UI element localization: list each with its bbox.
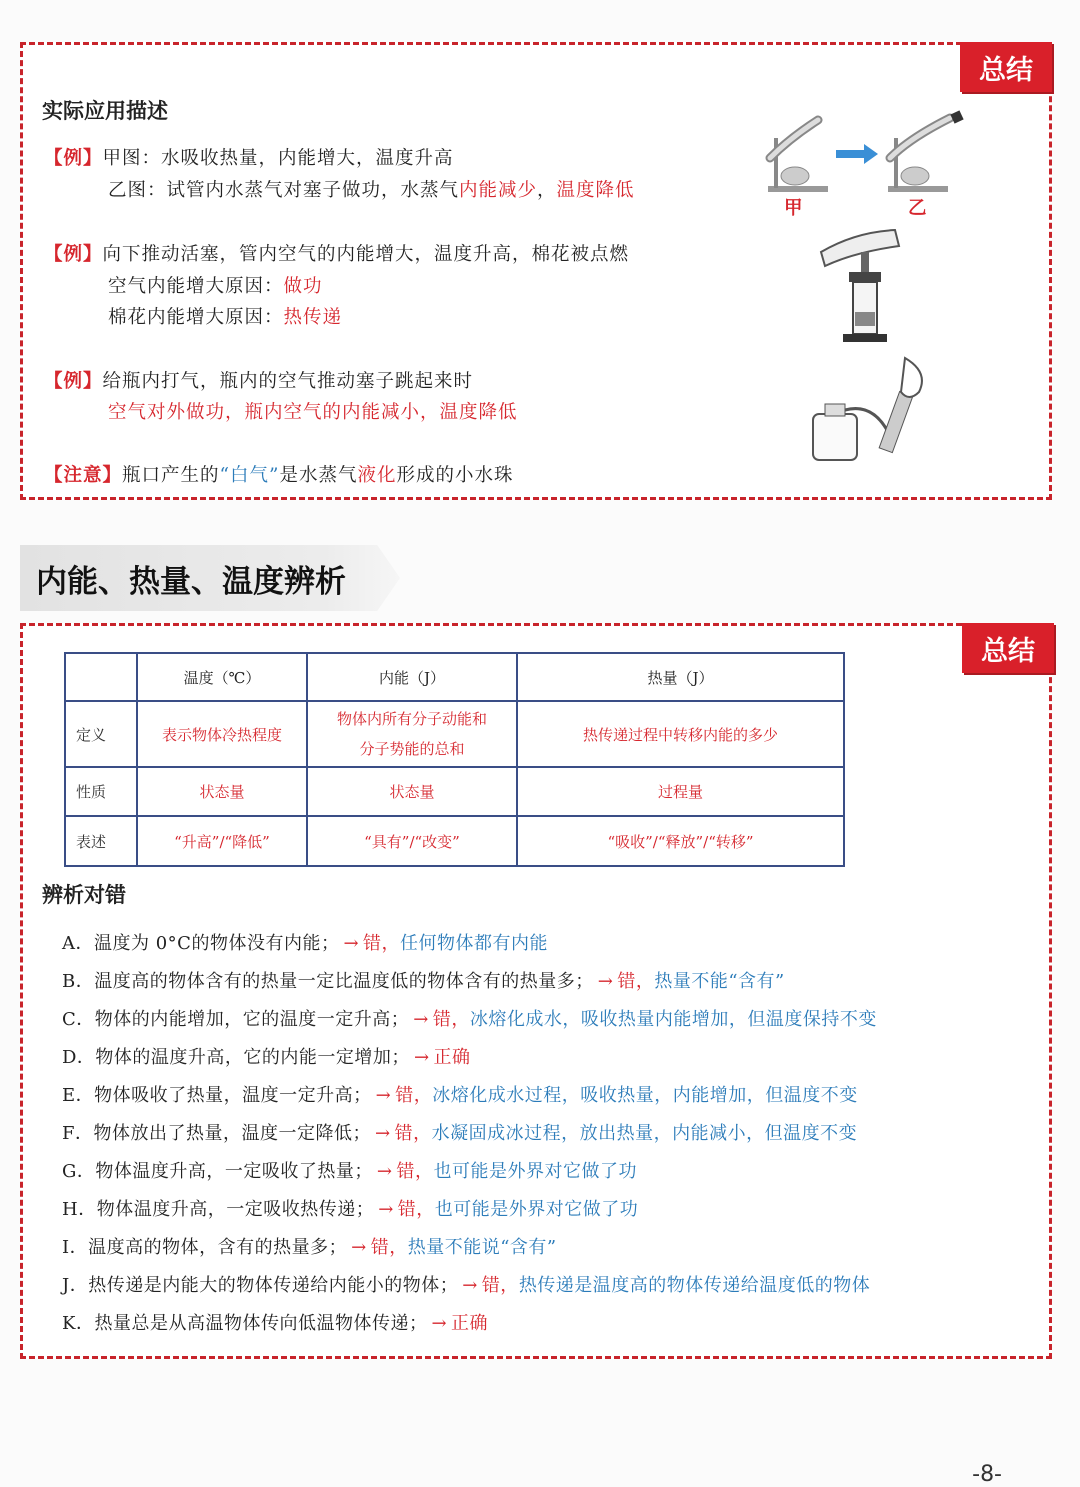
arrow-icon (836, 144, 878, 164)
list-item: I．温度高的物体，含有的热量多； → 错，热量不能说“含有” (62, 1237, 557, 1258)
table-cell: “吸收”/“释放”/“转移” (517, 816, 844, 866)
table-cell: 状态量 (137, 767, 307, 816)
figure-label-yi: 乙 (908, 198, 928, 219)
row-label: 性质 (65, 767, 137, 816)
list-item: H．物体温度升高，一定吸收热传递； → 错，也可能是外界对它做了功 (62, 1199, 639, 1220)
example-tag: 【例】 (44, 371, 103, 392)
example-1-line-2: 乙图：试管内水蒸气对塞子做功，水蒸气内能减少，温度降低 (108, 180, 635, 201)
air-piston-figure (815, 222, 915, 346)
table-row (65, 816, 844, 866)
table-header-cell: 温度（℃） (137, 653, 307, 701)
example-2-line-3: 棉花内能增大原因：热传递 (108, 307, 343, 328)
list-item: C．物体的内能增加，它的温度一定升高； → 错，冰熔化成水，吸收热量内能增加，但温度保持不变 (62, 1009, 877, 1030)
comparison-table (64, 652, 845, 867)
example-tag: 【例】 (44, 244, 103, 265)
section-title-judgement: 辨析对错 (42, 882, 126, 907)
table-cell: 表示物体冷热程度 (137, 701, 307, 767)
table-header-cell: 热量（J） (517, 653, 844, 701)
list-item: J．热传递是内能大的物体传递给内能小的物体； → 错，热传递是温度高的物体传递给温度低的物体 (62, 1275, 871, 1296)
table-cell: 热传递过程中转移内能的多少 (517, 701, 844, 767)
table-cell: 过程量 (517, 767, 844, 816)
table-header-cell: 内能（J） (307, 653, 517, 701)
bottle-pump-figure (805, 352, 945, 464)
table-cell: “具有”/“改变” (307, 816, 517, 866)
section-title-applications: 实际应用描述 (42, 98, 168, 123)
table-row (65, 767, 844, 816)
table-header-cell (65, 653, 137, 701)
list-item: A．温度为 0°C的物体没有内能； → 错，任何物体都有内能 (62, 933, 549, 954)
list-item: B．温度高的物体含有的热量一定比温度低的物体含有的热量多； → 错，热量不能“含有” (62, 971, 785, 992)
page-number: -8- (972, 1462, 1002, 1487)
test-tube-figure-yi (880, 108, 970, 198)
test-tube-figure-jia (760, 108, 840, 198)
example-tag: 【例】 (44, 148, 103, 169)
table-row (65, 701, 844, 767)
note-line: 【注意】瓶口产生的“白气”是水蒸气液化形成的小水珠 (44, 465, 514, 486)
table-cell: 状态量 (307, 767, 517, 816)
table-header-row (65, 653, 844, 701)
list-item: F．物体放出了热量，温度一定降低； → 错，水凝固成冰过程，放出热量，内能减小，但温度不变 (62, 1123, 858, 1144)
example-1-line-1: 【例】甲图：水吸收热量，内能增大，温度升高 (44, 148, 454, 169)
list-item: G．物体温度升高，一定吸收了热量； → 错，也可能是外界对它做了功 (62, 1161, 637, 1182)
table-cell: 物体内所有分子动能和 分子势能的总和 (307, 701, 517, 767)
example-2-line-2: 空气内能增大原因：做功 (108, 276, 323, 297)
figure-label-jia: 甲 (784, 198, 804, 219)
table-cell: “升高”/“降低” (137, 816, 307, 866)
summary-badge: 总结 (960, 42, 1052, 92)
list-item: E．物体吸收了热量，温度一定升高； → 错，冰熔化成水过程，吸收热量，内能增加，但温度不变 (62, 1085, 858, 1106)
banner-title: 内能、热量、温度辨析 (36, 564, 346, 600)
example-3-line-1: 【例】给瓶内打气，瓶内的空气推动塞子跳起来时 (44, 371, 474, 392)
list-item: K．热量总是从高温物体传向低温物体传递； → 正确 (62, 1313, 489, 1334)
row-label: 定义 (65, 701, 137, 767)
example-2-line-1: 【例】向下推动活塞，管内空气的内能增大，温度升高，棉花被点燃 (44, 244, 630, 265)
row-label: 表述 (65, 816, 137, 866)
list-item: D．物体的温度升高，它的内能一定增加； → 正确 (62, 1047, 471, 1068)
example-3-line-2: 空气对外做功，瓶内空气的内能减小，温度降低 (108, 402, 518, 423)
summary-badge: 总结 (962, 623, 1054, 673)
